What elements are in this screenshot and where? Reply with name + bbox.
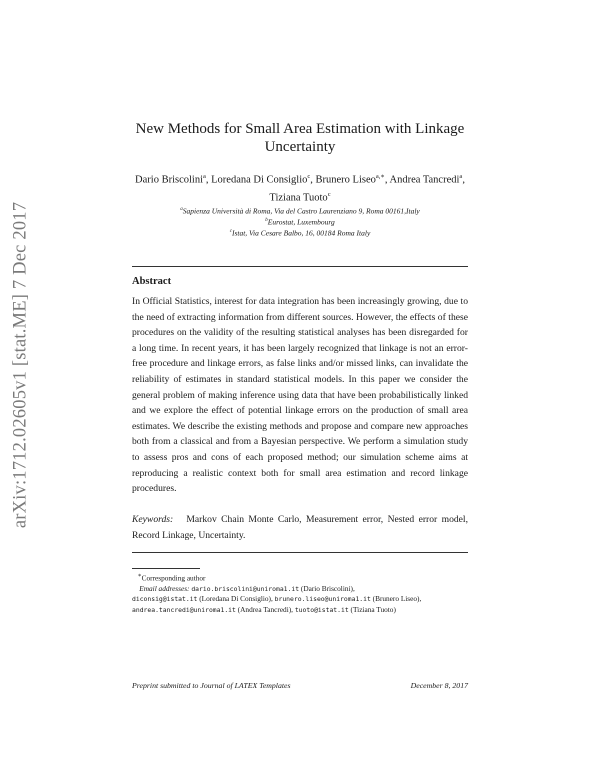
affiliation-mark: b (265, 218, 268, 223)
footer-date: December 8, 2017 (410, 681, 468, 690)
email-link[interactable]: dario.briscolini@uniroma1.it (191, 584, 300, 593)
footnote-rule (132, 568, 200, 569)
author-mark: a (459, 173, 463, 180)
affiliation-mark: a (180, 207, 183, 212)
author-mark: a (203, 173, 206, 180)
affiliation-list (110, 205, 490, 238)
author-list: Dario Briscolini$^a$, Loredana Di Consiglio$^c$, Brunero Liseo$^{a,∗}$, Andrea Tancredi$^a$, Tiziana Tuoto$^c$ (135, 173, 465, 203)
affiliation-item (110, 205, 490, 216)
corresponding-mark: ∗ (137, 573, 142, 579)
affiliation-text: Eurostat, Luxembourg (267, 217, 335, 227)
keywords-line (132, 512, 468, 543)
abstract-heading: Abstract (132, 276, 172, 287)
email-owner: (Brunero Liseo), (372, 594, 422, 604)
email-addresses (132, 584, 472, 616)
author-mark: a,∗ (375, 173, 385, 180)
abstract-body: In Official Statistics, interest for data integration has been increasingly growing, due to the need of extracting information from different sources. However, the effects of these procedures on the validity of the resulting statistical analyses has been disregarded for a long time. In recent years, it has been largely recognized that linkage is not an error-free procedure and linkage errors, as false links and/or missed links, can invalidate the reliability of estimates in standard statistical models. In this paper we consider the general problem of making inference using data that have been probabilistically linked and we explore the effect of potential linkage errors on the production of small area estimates. We describe the existing methods and propose and compare new approaches both from a classical and from a Bayesian perspective. We perform a simulation study to assess pros and cons of each proposed method; our simulation scheme aims at reproducing a realistic context both for small area estimation and record linkage procedures. (132, 296, 468, 495)
page-footer (132, 681, 468, 690)
email-owner: (Dario Briscolini), (300, 583, 355, 593)
footer-preprint-note: Preprint submitted to Journal of LATEX Templates (132, 681, 291, 690)
author-name: Brunero Liseo (315, 174, 376, 186)
corresponding-text: Corresponding author (141, 573, 206, 583)
affiliation-text: Istat, Via Cesare Balbo, 16, 00184 Roma Italy (231, 228, 371, 238)
footnotes (132, 571, 472, 615)
keywords-text: Markov Chain Monte Carlo, Measurement error, Nested error model, Record Linkage, Uncertainty. (132, 514, 469, 541)
affiliation-text: Sapienza Università di Roma, Via del Castro Laurenziano 9, Roma 00161,Italy (182, 206, 420, 216)
affiliation-mark: c (229, 229, 232, 234)
email-link[interactable]: diconsig@istat.it (132, 595, 198, 604)
affiliation-item (110, 216, 490, 227)
abstract-top-rule (132, 266, 468, 267)
abstract-bottom-rule (132, 552, 468, 553)
email-owner: (Andrea Tancredi), (237, 604, 293, 614)
arxiv-id-text: arXiv:1712.02605v1 [stat.ME] 7 Dec 2017 (10, 201, 31, 529)
author-mark: c (307, 173, 311, 180)
email-owner: (Tiziana Tuoto) (350, 604, 396, 614)
corresponding-author-note (132, 571, 472, 584)
email-link[interactable]: brunero.liseo@uniroma1.it (274, 595, 371, 604)
arxiv-sidebar-stamp (6, 185, 36, 545)
author-name: Dario Briscolini (135, 174, 203, 186)
affiliation-item (110, 227, 490, 238)
author-name: Loredana Di Consiglio (211, 174, 308, 186)
author-name: Tiziana Tuoto (269, 192, 328, 203)
author-name: Andrea Tancredi (389, 174, 460, 186)
email-link[interactable]: andrea.tancredi@uniroma1.it (132, 605, 236, 614)
author-mark: c (327, 190, 331, 198)
paper-title: New Methods for Small Area Estimation with Linkage Uncertainty (135, 121, 465, 155)
email-label: Email addresses: (139, 583, 190, 593)
email-link[interactable]: tuoto@istat.it (294, 605, 349, 614)
email-owner: (Loredana Di Consiglio), (199, 594, 273, 604)
keywords-label: Keywords: (132, 514, 174, 525)
